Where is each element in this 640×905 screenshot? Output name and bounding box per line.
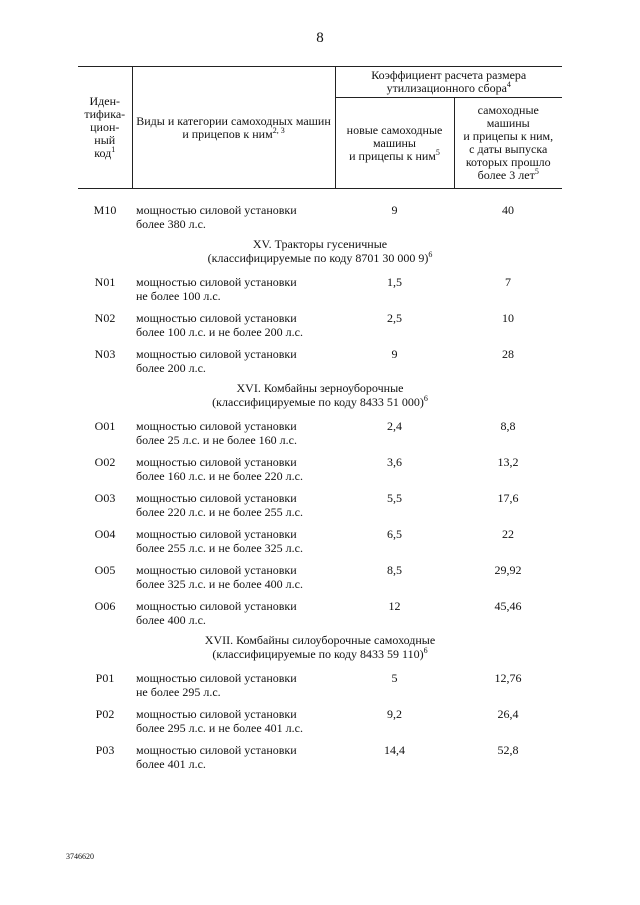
header-coefficient: Коэффициент расчета размера утилизационного сбора$^4$ bbox=[335, 67, 562, 98]
row-coef-old: 28 bbox=[502, 347, 514, 361]
row-code: M10 bbox=[93, 203, 117, 217]
header-kind: Виды и категории самоходных машин и прицепов к ним$^{2, 3}$ bbox=[132, 67, 335, 189]
row-coef-old: 13,2 bbox=[497, 455, 519, 469]
row-description: мощностью силовой установки более 380 л.с. bbox=[136, 203, 297, 231]
row-coef-new: 14,4 bbox=[384, 743, 405, 757]
row-description: мощностью силовой установки более 295 л.с. и не более 401 л.с. bbox=[136, 707, 303, 735]
row-code: N02 bbox=[94, 311, 116, 325]
row-coef-new: 5 bbox=[391, 671, 398, 685]
table-row bbox=[78, 189, 562, 232]
table-row bbox=[78, 447, 562, 483]
row-code: N03 bbox=[94, 347, 116, 361]
table-row bbox=[78, 735, 562, 771]
row-description: мощностью силовой установки более 255 л.с. и не более 325 л.с. bbox=[136, 527, 303, 555]
table-row bbox=[78, 267, 562, 303]
row-description: мощностью силовой установки более 200 л.с. bbox=[136, 347, 297, 375]
row-coef-new: 12 bbox=[388, 599, 401, 613]
row-coef-old: 29,92 bbox=[494, 563, 522, 577]
row-coef-new: 6,5 bbox=[387, 527, 402, 541]
row-coef-old: 40 bbox=[502, 203, 514, 217]
row-code: O05 bbox=[94, 563, 116, 577]
row-coef-old: 22 bbox=[502, 527, 514, 541]
table-row bbox=[78, 699, 562, 735]
row-coef-new: 9 bbox=[391, 347, 398, 361]
table-row bbox=[78, 483, 562, 519]
row-description: мощностью силовой установки не более 295 л.с. bbox=[136, 671, 297, 699]
row-code: O02 bbox=[94, 455, 116, 469]
row-code: N01 bbox=[94, 275, 116, 289]
table-row bbox=[78, 519, 562, 555]
row-description: мощностью силовой установки более 220 л.с. и не более 255 л.с. bbox=[136, 491, 303, 519]
row-coef-new: 1,5 bbox=[387, 275, 402, 289]
header-old: самоходные машины и прицепы к ним, с даты выпуска которых прошло более 3 лет$^5$ bbox=[454, 98, 562, 189]
row-description: мощностью силовой установки более 400 л.с. bbox=[136, 599, 297, 627]
row-coef-new: 3,6 bbox=[387, 455, 402, 469]
section-title: XV. Тракторы гусеничные (классифицируемые по коду 8701 30 000 9)$^6$ bbox=[207, 237, 433, 265]
row-code: P01 bbox=[95, 671, 115, 685]
section-title: XVII. Комбайны силоуборочные самоходные (классифицируемые по коду 8433 59 110)$^6$ bbox=[204, 633, 436, 661]
row-code: O01 bbox=[94, 419, 116, 433]
row-description: мощностью силовой установки более 100 л.с. и не более 200 л.с. bbox=[136, 311, 303, 339]
row-coef-new: 2,4 bbox=[387, 419, 402, 433]
header-new: новые самоходные машины и прицепы к ним$^5$ bbox=[335, 98, 454, 189]
row-coef-old: 7 bbox=[505, 275, 511, 289]
document-id: 3746620 bbox=[66, 852, 94, 861]
header-code: Иден- тифика- цион- ный код$^1$ bbox=[78, 67, 132, 189]
table-row bbox=[78, 303, 562, 339]
row-code: O03 bbox=[94, 491, 116, 505]
row-coef-old: 10 bbox=[502, 311, 514, 325]
table-body bbox=[78, 189, 562, 772]
row-coef-old: 8,8 bbox=[500, 419, 516, 433]
row-coef-old: 52,8 bbox=[497, 743, 519, 757]
table-row bbox=[78, 339, 562, 375]
row-code: O06 bbox=[94, 599, 116, 613]
table-row bbox=[78, 555, 562, 591]
row-description: мощностью силовой установки не более 100 л.с. bbox=[136, 275, 297, 303]
row-coef-old: 12,76 bbox=[494, 671, 522, 685]
row-coef-new: 8,5 bbox=[387, 563, 402, 577]
row-code: O04 bbox=[94, 527, 116, 541]
row-code: P02 bbox=[95, 707, 115, 721]
row-coef-new: 9 bbox=[391, 203, 398, 217]
row-coef-old: 26,4 bbox=[497, 707, 519, 721]
coefficient-table bbox=[78, 66, 562, 771]
page-number: 8 bbox=[316, 30, 324, 46]
section-heading bbox=[78, 231, 562, 267]
row-description: мощностью силовой установки более 25 л.с. и не более 160 л.с. bbox=[136, 419, 297, 447]
row-coef-old: 17,6 bbox=[497, 491, 519, 505]
row-description: мощностью силовой установки более 401 л.с. bbox=[136, 743, 297, 771]
row-coef-old: 45,46 bbox=[494, 599, 522, 613]
section-heading bbox=[78, 627, 562, 663]
row-description: мощностью силовой установки более 160 л.с. и не более 220 л.с. bbox=[136, 455, 303, 483]
row-coef-new: 2,5 bbox=[387, 311, 402, 325]
table-row bbox=[78, 411, 562, 447]
table-row bbox=[78, 663, 562, 699]
row-code: P03 bbox=[95, 743, 115, 757]
row-description: мощностью силовой установки более 325 л.с. и не более 400 л.с. bbox=[136, 563, 303, 591]
row-coef-new: 5,5 bbox=[387, 491, 402, 505]
section-title: XVI. Комбайны зерноуборочные (классифицируемые по коду 8433 51 000)$^6$ bbox=[212, 381, 428, 409]
table-row bbox=[78, 591, 562, 627]
section-heading bbox=[78, 375, 562, 411]
row-coef-new: 9,2 bbox=[387, 707, 402, 721]
